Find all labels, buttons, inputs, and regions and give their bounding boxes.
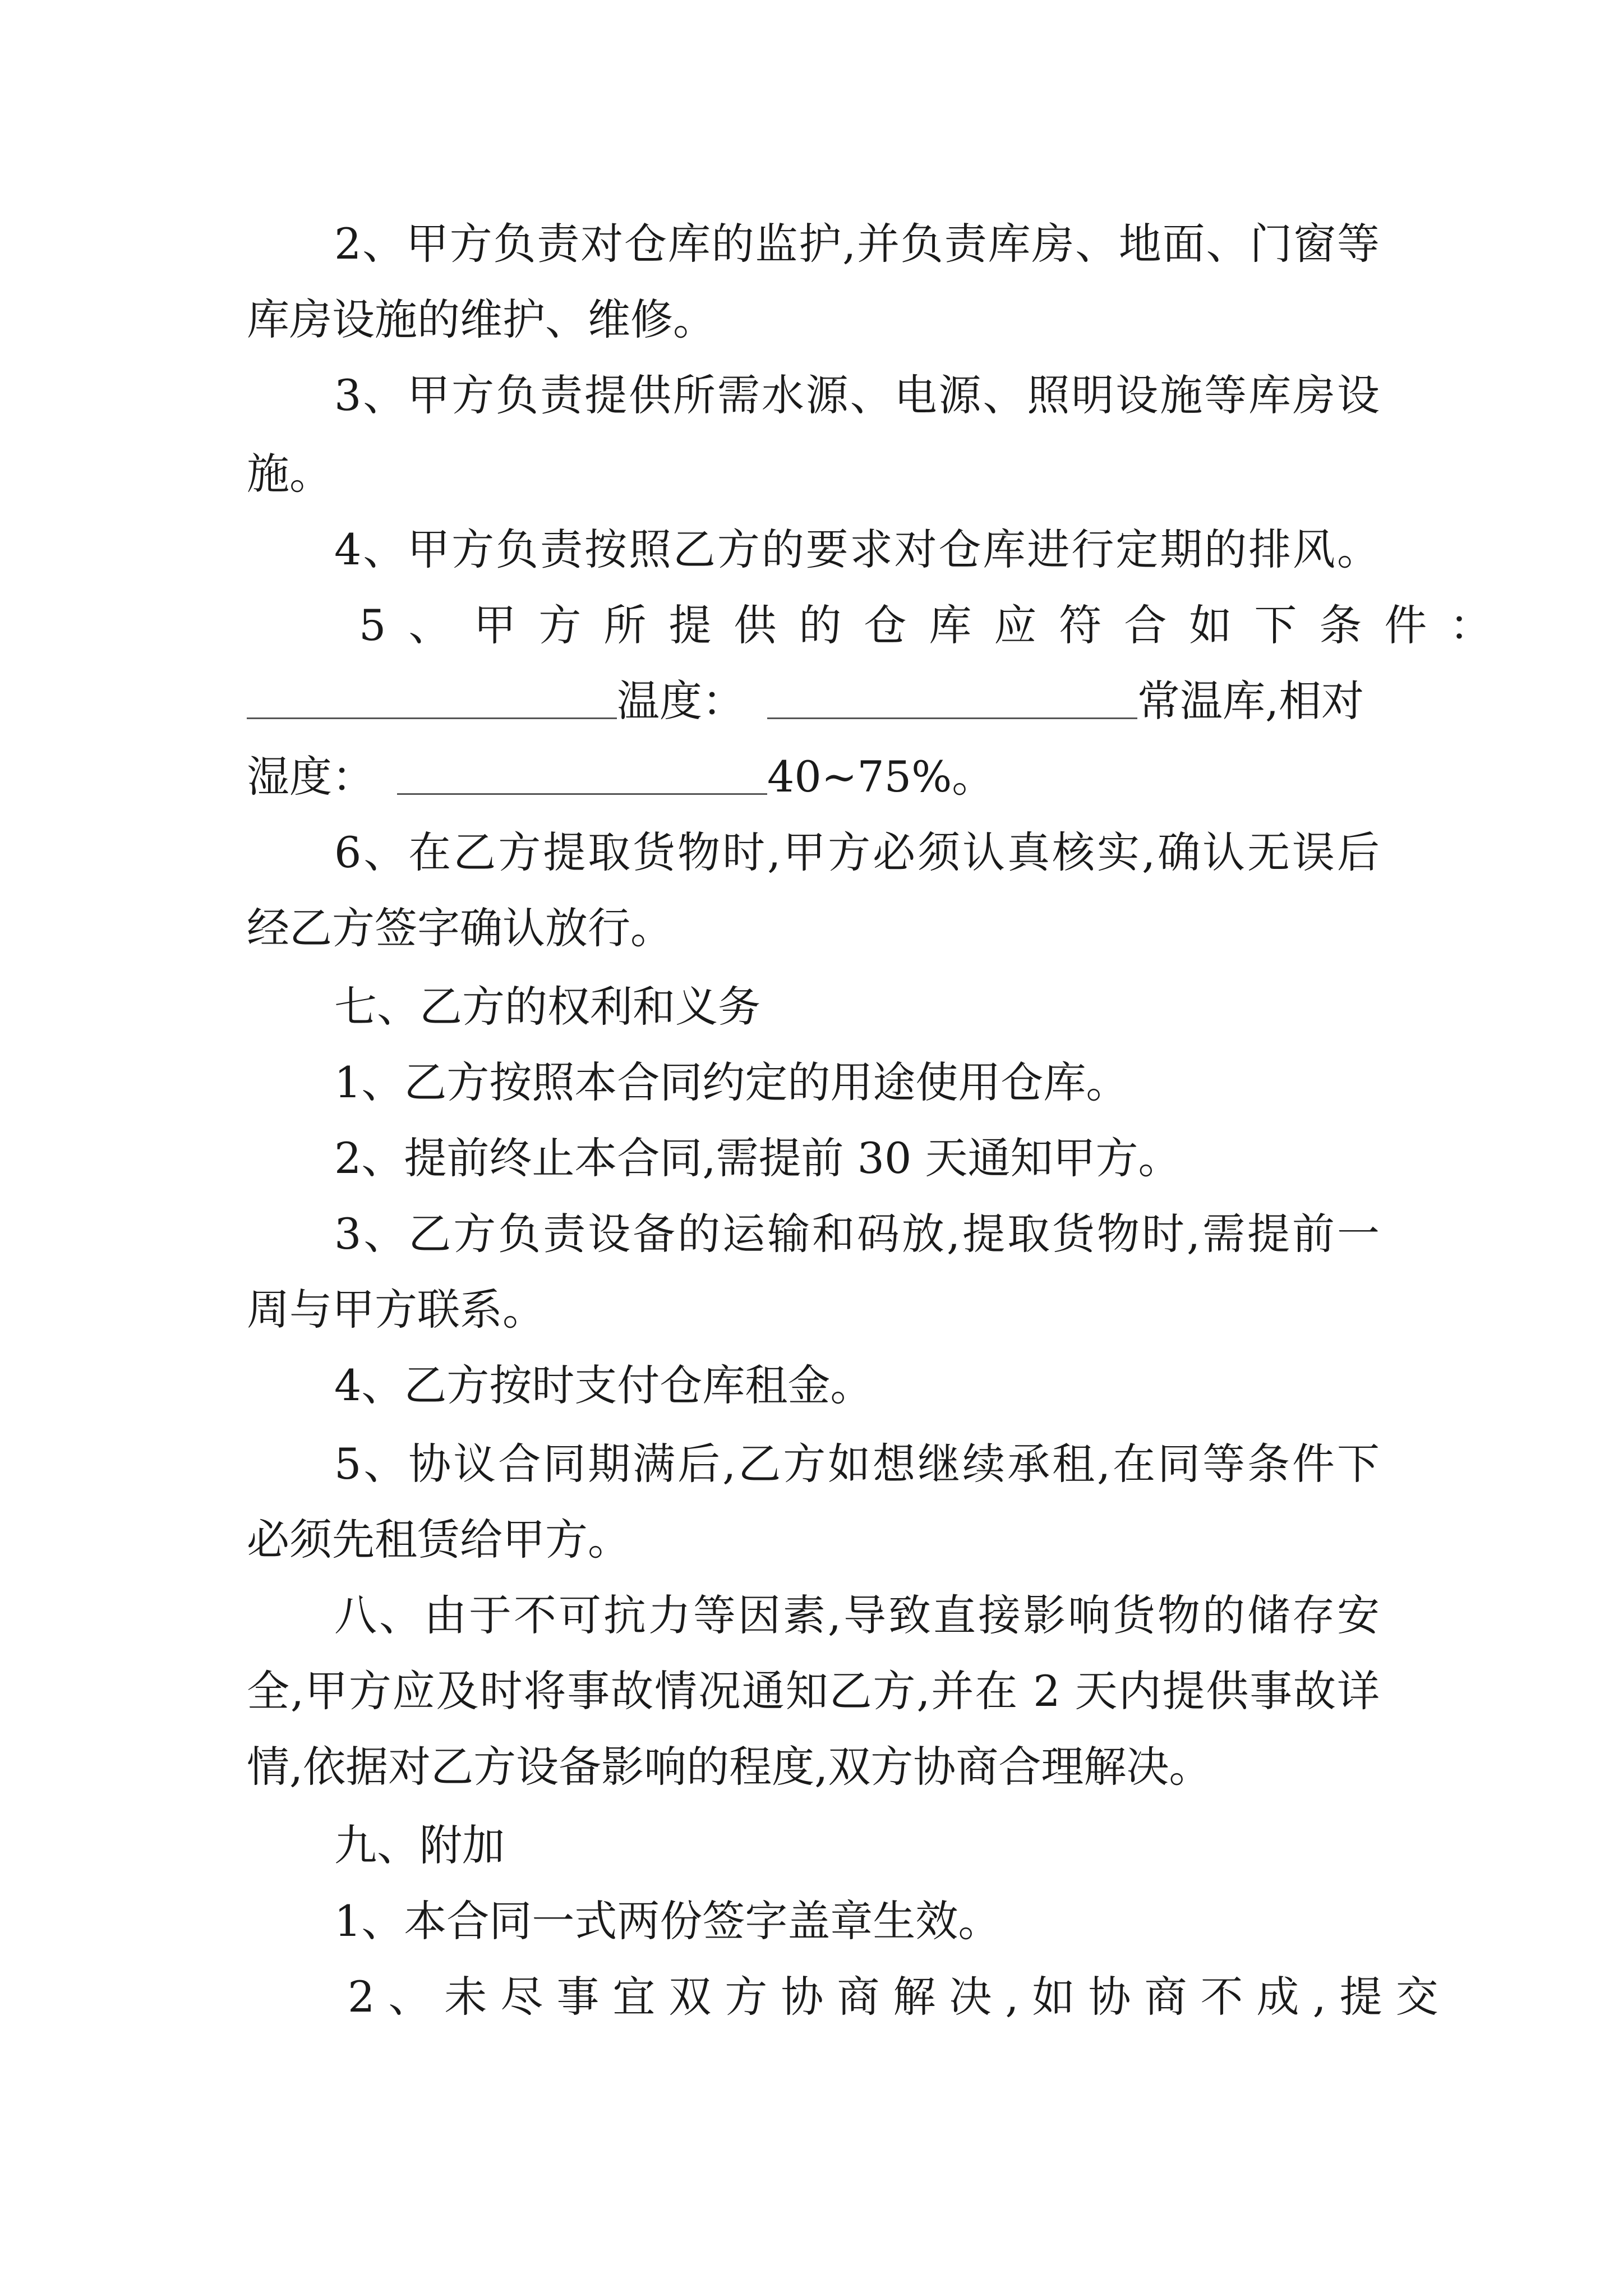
paragraph-line: 施。: [247, 449, 332, 499]
paragraph-line: 5、协议合同期满后,乙方如想继续承租,在同等条件下: [334, 1439, 1380, 1489]
section-heading: 九、附加: [334, 1820, 505, 1870]
paragraph-line: 周与甲方联系。: [247, 1285, 545, 1335]
paragraph-line: 2、未尽事宜双方协商解决,如协商不成,提交: [348, 1972, 1452, 2022]
paragraph-line: 6、在乙方提取货物时,甲方必须认真核实,确认无误后: [334, 827, 1380, 877]
paragraph-line: 1、本合同一式两份签字盖章生效。: [334, 1896, 1001, 1946]
paragraph-line: 必须先租赁给甲方。: [247, 1515, 630, 1565]
paragraph-line: 库房设施的维护、维修。: [247, 295, 716, 344]
fill-label: 温度：: [617, 676, 745, 726]
paragraph-line: 经乙方签字确认放行。: [247, 903, 673, 953]
paragraph-line: 全,甲方应及时将事故情况通知乙方,并在 2 天内提供事故详: [247, 1666, 1380, 1716]
paragraph-line: 5、甲方所提供的仓库应符合如下条件：: [359, 600, 1515, 650]
paragraph-line: 1、乙方按照本合同约定的用途使用仓库。: [334, 1057, 1129, 1107]
paragraph-line: 4、甲方负责按照乙方的要求对仓库进行定期的排风。: [334, 524, 1380, 574]
paragraph-line: 2、甲方负责对仓库的监护,并负责库房、地面、门窗等: [334, 219, 1380, 269]
paragraph-line: 4、乙方按时支付仓库租金。: [334, 1360, 873, 1410]
paragraph-line: 情,依据对乙方设备影响的程度,双方协商合理解决。: [247, 1742, 1212, 1792]
paragraph-line: 2、提前终止本合同,需提前 30 天通知甲方。: [334, 1133, 1181, 1183]
section-heading: 七、乙方的权利和义务: [334, 982, 760, 1032]
paragraph-line: 八、由于不可抗力等因素,导致直接影响货物的储存安: [334, 1590, 1380, 1640]
fill-label: 常温库,相对: [1137, 676, 1364, 726]
fill-label: 湿度：: [247, 752, 375, 802]
blank-fill-line: [247, 673, 1380, 729]
fill-blank[interactable]: [247, 678, 617, 719]
fill-blank[interactable]: [397, 754, 767, 795]
paragraph-line: 3、甲方负责提供所需水源、电源、照明设施等库房设: [334, 370, 1380, 420]
blank-fill-line: [247, 749, 1380, 805]
paragraph-line: 3、乙方负责设备的运输和码放,提取货物时,需提前一: [334, 1209, 1380, 1259]
fill-blank[interactable]: [767, 678, 1137, 719]
fill-value: 40~75%。: [767, 752, 995, 802]
